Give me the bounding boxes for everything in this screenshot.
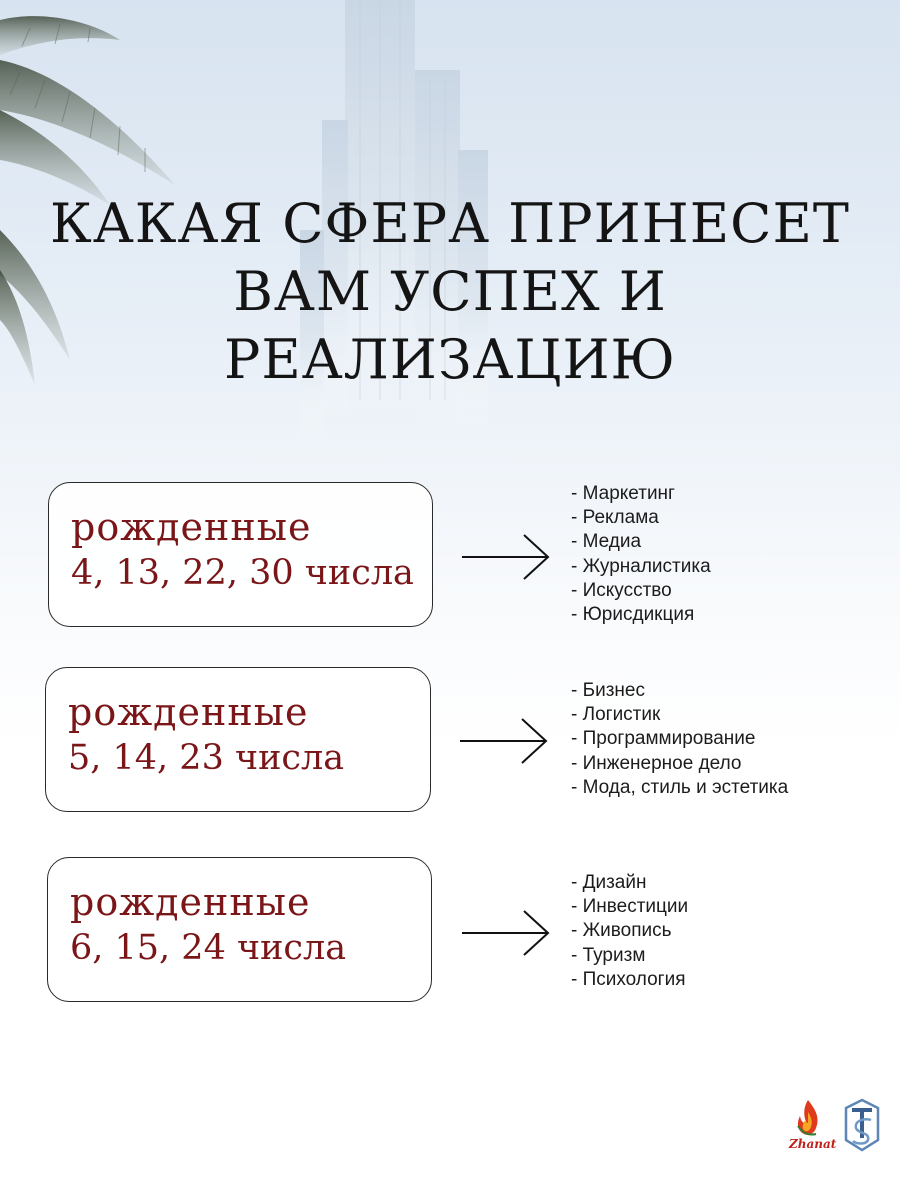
birthdate-card-3 (47, 857, 432, 1002)
careers-list-2 (571, 679, 788, 800)
list-item: - Инженерное дело (571, 752, 742, 774)
list-item: - Реклама (571, 507, 659, 529)
arrow-right-icon (460, 532, 552, 582)
list-item: - Бизнес (571, 680, 645, 701)
list-item: - Инвестиции (571, 896, 689, 918)
careers-list-3 (571, 871, 688, 992)
ts-logo (846, 1100, 878, 1150)
list-item: - Маркетинг (571, 483, 675, 504)
list-item: - Туризм (571, 944, 646, 966)
birthdate-card-1 (48, 482, 433, 627)
list-item: - Программирование (571, 728, 756, 750)
title-line-3: РЕАЛИЗАЦИЮ (224, 328, 676, 391)
list-item: - Логистик (571, 704, 661, 726)
card-dates: 4, 13, 22, 30 числа (71, 553, 414, 593)
birthdate-card-2 (45, 667, 431, 812)
card-dates: 5, 14, 23 числа (68, 738, 345, 778)
list-item: - Медиа (571, 531, 642, 553)
title-line-2: ВАМ УСПЕХ И (233, 260, 667, 323)
careers-list-1 (571, 482, 711, 627)
card-label: рожденные (70, 880, 311, 924)
list-item: - Психология (571, 968, 686, 990)
list-item: - Дизайн (571, 872, 647, 893)
brand-logos (786, 1096, 886, 1154)
list-item: - Журналистика (571, 555, 711, 577)
list-item: - Живопись (571, 920, 672, 942)
arrow-right-icon (460, 908, 552, 958)
zhanat-logo (788, 1100, 837, 1151)
list-item: - Искусство (571, 579, 672, 601)
list-item: - Юрисдикция (571, 604, 695, 626)
card-label: рожденные (68, 690, 309, 734)
svg-text:Zhanat: Zhanat (789, 1137, 837, 1151)
card-dates: 6, 15, 24 числа (70, 928, 347, 968)
title-line-1: КАКАЯ СФЕРА ПРИНЕСЕТ (50, 192, 850, 255)
list-item: - Мода, стиль и эстетика (571, 776, 789, 798)
arrow-right-icon (458, 716, 550, 766)
card-label: рожденные (71, 505, 312, 549)
page-title (0, 190, 900, 394)
